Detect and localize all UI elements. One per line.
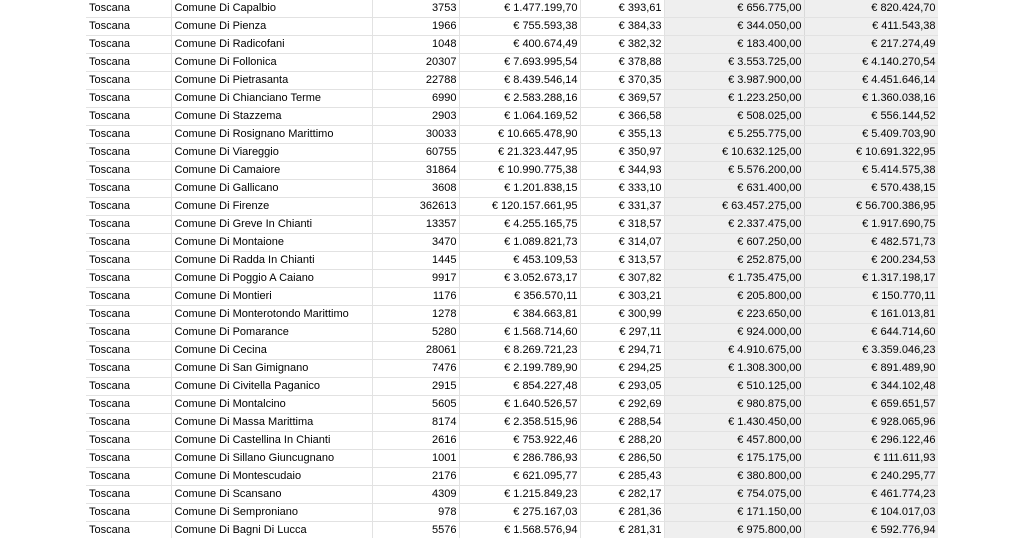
cell-amount-a[interactable]: € 205.800,00 <box>664 288 804 306</box>
cell-amount-b[interactable]: € 4.140.270,54 <box>804 54 938 72</box>
cell-comune[interactable]: Comune Di San Gimignano <box>171 360 372 378</box>
cell-population[interactable]: 22788 <box>372 72 459 90</box>
cell-amount-a[interactable]: € 1.223.250,00 <box>664 90 804 108</box>
cell-comune[interactable]: Comune Di Firenze <box>171 198 372 216</box>
cell-region[interactable]: Toscana <box>86 72 171 90</box>
cell-per-capita[interactable]: € 303,21 <box>580 288 664 306</box>
cell-comune[interactable]: Comune Di Stazzema <box>171 108 372 126</box>
cell-amount-a[interactable]: € 975.800,00 <box>664 522 804 538</box>
cell-amount-b[interactable]: € 482.571,73 <box>804 234 938 252</box>
table-row <box>86 450 938 468</box>
cell-total-amount[interactable]: € 3.052.673,17 <box>459 270 580 288</box>
table-row <box>86 522 938 538</box>
data-table <box>86 0 938 538</box>
table-row <box>86 216 938 234</box>
cell-per-capita[interactable]: € 314,07 <box>580 234 664 252</box>
table-row <box>86 504 938 522</box>
cell-total-amount[interactable]: € 1.089.821,73 <box>459 234 580 252</box>
cell-population[interactable]: 5605 <box>372 396 459 414</box>
cell-per-capita[interactable]: € 286,50 <box>580 450 664 468</box>
cell-region[interactable]: Toscana <box>86 324 171 342</box>
table-row <box>86 108 938 126</box>
cell-total-amount[interactable]: € 1.215.849,23 <box>459 486 580 504</box>
cell-comune[interactable]: Comune Di Montescudaio <box>171 468 372 486</box>
cell-total-amount[interactable]: € 755.593,38 <box>459 18 580 36</box>
cell-region[interactable]: Toscana <box>86 270 171 288</box>
table-row <box>86 378 938 396</box>
cell-amount-a[interactable]: € 631.400,00 <box>664 180 804 198</box>
cell-region[interactable]: Toscana <box>86 216 171 234</box>
cell-population[interactable]: 3608 <box>372 180 459 198</box>
cell-amount-b[interactable]: € 411.543,38 <box>804 18 938 36</box>
table-row <box>86 342 938 360</box>
cell-amount-a[interactable]: € 344.050,00 <box>664 18 804 36</box>
cell-region[interactable]: Toscana <box>86 450 171 468</box>
cell-amount-b[interactable]: € 820.424,70 <box>804 0 938 18</box>
cell-amount-a[interactable]: € 508.025,00 <box>664 108 804 126</box>
cell-per-capita[interactable]: € 285,43 <box>580 468 664 486</box>
cell-amount-b[interactable]: € 56.700.386,95 <box>804 198 938 216</box>
table-row <box>86 468 938 486</box>
table-row <box>86 36 938 54</box>
cell-amount-b[interactable]: € 3.359.046,23 <box>804 342 938 360</box>
cell-comune[interactable]: Comune Di Radicofani <box>171 36 372 54</box>
cell-amount-a[interactable]: € 656.775,00 <box>664 0 804 18</box>
table-row <box>86 396 938 414</box>
cell-total-amount[interactable]: € 21.323.447,95 <box>459 144 580 162</box>
cell-amount-b[interactable]: € 344.102,48 <box>804 378 938 396</box>
cell-region[interactable]: Toscana <box>86 414 171 432</box>
table-row <box>86 90 938 108</box>
cell-region[interactable]: Toscana <box>86 396 171 414</box>
cell-comune[interactable]: Comune Di Cecina <box>171 342 372 360</box>
table-row <box>86 486 938 504</box>
cell-comune[interactable]: Comune Di Greve In Chianti <box>171 216 372 234</box>
cell-per-capita[interactable]: € 307,82 <box>580 270 664 288</box>
table-row <box>86 18 938 36</box>
cell-amount-b[interactable]: € 891.489,90 <box>804 360 938 378</box>
cell-total-amount[interactable]: € 2.358.515,96 <box>459 414 580 432</box>
cell-total-amount[interactable]: € 753.922,46 <box>459 432 580 450</box>
cell-comune[interactable]: Comune Di Rosignano Marittimo <box>171 126 372 144</box>
cell-amount-b[interactable]: € 296.122,46 <box>804 432 938 450</box>
cell-region[interactable]: Toscana <box>86 360 171 378</box>
cell-population[interactable]: 1445 <box>372 252 459 270</box>
cell-region[interactable]: Toscana <box>86 54 171 72</box>
cell-comune[interactable]: Comune Di Monterotondo Marittimo <box>171 306 372 324</box>
cell-region[interactable]: Toscana <box>86 234 171 252</box>
cell-comune[interactable]: Comune Di Pomarance <box>171 324 372 342</box>
cell-per-capita[interactable]: € 288,54 <box>580 414 664 432</box>
cell-total-amount[interactable]: € 4.255.165,75 <box>459 216 580 234</box>
table-row <box>86 72 938 90</box>
table-row <box>86 0 938 18</box>
cell-total-amount[interactable]: € 384.663,81 <box>459 306 580 324</box>
cell-population[interactable]: 2903 <box>372 108 459 126</box>
cell-amount-a[interactable]: € 3.987.900,00 <box>664 72 804 90</box>
cell-region[interactable]: Toscana <box>86 342 171 360</box>
cell-population[interactable]: 1176 <box>372 288 459 306</box>
cell-amount-a[interactable]: € 754.075,00 <box>664 486 804 504</box>
cell-comune[interactable]: Comune Di Camaiore <box>171 162 372 180</box>
cell-amount-b[interactable]: € 150.770,11 <box>804 288 938 306</box>
cell-amount-a[interactable]: € 924.000,00 <box>664 324 804 342</box>
cell-total-amount[interactable]: € 275.167,03 <box>459 504 580 522</box>
cell-amount-b[interactable]: € 5.409.703,90 <box>804 126 938 144</box>
cell-total-amount[interactable]: € 8.269.721,23 <box>459 342 580 360</box>
cell-population[interactable]: 1966 <box>372 18 459 36</box>
spreadsheet <box>86 0 938 538</box>
cell-region[interactable]: Toscana <box>86 108 171 126</box>
cell-amount-b[interactable]: € 461.774,23 <box>804 486 938 504</box>
cell-population[interactable]: 3470 <box>372 234 459 252</box>
table-row <box>86 360 938 378</box>
cell-per-capita[interactable]: € 294,25 <box>580 360 664 378</box>
cell-region[interactable]: Toscana <box>86 522 171 538</box>
cell-per-capita[interactable]: € 297,11 <box>580 324 664 342</box>
cell-population[interactable]: 6990 <box>372 90 459 108</box>
cell-amount-a[interactable]: € 171.150,00 <box>664 504 804 522</box>
cell-per-capita[interactable]: € 318,57 <box>580 216 664 234</box>
cell-comune[interactable]: Comune Di Chianciano Terme <box>171 90 372 108</box>
cell-total-amount[interactable]: € 854.227,48 <box>459 378 580 396</box>
cell-population[interactable]: 1001 <box>372 450 459 468</box>
cell-comune[interactable]: Comune Di Massa Marittima <box>171 414 372 432</box>
cell-region[interactable]: Toscana <box>86 18 171 36</box>
table-row <box>86 144 938 162</box>
cell-comune[interactable]: Comune Di Capalbio <box>171 0 372 18</box>
table-row <box>86 306 938 324</box>
cell-population[interactable]: 9917 <box>372 270 459 288</box>
cell-per-capita[interactable]: € 393,61 <box>580 0 664 18</box>
cell-comune[interactable]: Comune Di Montalcino <box>171 396 372 414</box>
cell-per-capita[interactable]: € 370,35 <box>580 72 664 90</box>
cell-region[interactable]: Toscana <box>86 198 171 216</box>
cell-amount-b[interactable]: € 111.611,93 <box>804 450 938 468</box>
table-row <box>86 54 938 72</box>
cell-population[interactable]: 4309 <box>372 486 459 504</box>
cell-comune[interactable]: Comune Di Castellina In Chianti <box>171 432 372 450</box>
cell-comune[interactable]: Comune Di Montaione <box>171 234 372 252</box>
cell-comune[interactable]: Comune Di Sillano Giuncugnano <box>171 450 372 468</box>
cell-population[interactable]: 30033 <box>372 126 459 144</box>
cell-amount-a[interactable]: € 223.650,00 <box>664 306 804 324</box>
table-row <box>86 234 938 252</box>
cell-total-amount[interactable]: € 8.439.546,14 <box>459 72 580 90</box>
cell-population[interactable]: 60755 <box>372 144 459 162</box>
cell-amount-a[interactable]: € 607.250,00 <box>664 234 804 252</box>
cell-population[interactable]: 20307 <box>372 54 459 72</box>
cell-total-amount[interactable]: € 2.199.789,90 <box>459 360 580 378</box>
cell-population[interactable]: 2616 <box>372 432 459 450</box>
cell-total-amount[interactable]: € 1.568.714,60 <box>459 324 580 342</box>
cell-region[interactable]: Toscana <box>86 90 171 108</box>
cell-population[interactable]: 2915 <box>372 378 459 396</box>
cell-amount-a[interactable]: € 457.800,00 <box>664 432 804 450</box>
cell-amount-b[interactable]: € 200.234,53 <box>804 252 938 270</box>
cell-amount-b[interactable]: € 659.651,57 <box>804 396 938 414</box>
cell-per-capita[interactable]: € 333,10 <box>580 180 664 198</box>
cell-region[interactable]: Toscana <box>86 504 171 522</box>
cell-amount-a[interactable]: € 1.308.300,00 <box>664 360 804 378</box>
cell-amount-b[interactable]: € 556.144,52 <box>804 108 938 126</box>
cell-total-amount[interactable]: € 2.583.288,16 <box>459 90 580 108</box>
cell-region[interactable]: Toscana <box>86 378 171 396</box>
cell-total-amount[interactable]: € 453.109,53 <box>459 252 580 270</box>
cell-amount-b[interactable]: € 1.360.038,16 <box>804 90 938 108</box>
cell-population[interactable]: 978 <box>372 504 459 522</box>
cell-region[interactable]: Toscana <box>86 162 171 180</box>
table-row <box>86 288 938 306</box>
cell-comune[interactable]: Comune Di Follonica <box>171 54 372 72</box>
cell-comune[interactable]: Comune Di Bagni Di Lucca <box>171 522 372 538</box>
cell-amount-a[interactable]: € 4.910.675,00 <box>664 342 804 360</box>
cell-amount-a[interactable]: € 1.735.475,00 <box>664 270 804 288</box>
cell-amount-a[interactable]: € 10.632.125,00 <box>664 144 804 162</box>
table-row <box>86 252 938 270</box>
cell-per-capita[interactable]: € 378,88 <box>580 54 664 72</box>
cell-population[interactable]: 5280 <box>372 324 459 342</box>
cell-per-capita[interactable]: € 331,37 <box>580 198 664 216</box>
cell-amount-a[interactable]: € 5.255.775,00 <box>664 126 804 144</box>
cell-total-amount[interactable]: € 10.665.478,90 <box>459 126 580 144</box>
table-row <box>86 180 938 198</box>
cell-total-amount[interactable]: € 1.477.199,70 <box>459 0 580 18</box>
cell-per-capita[interactable]: € 281,36 <box>580 504 664 522</box>
cell-total-amount[interactable]: € 7.693.995,54 <box>459 54 580 72</box>
cell-population[interactable]: 5576 <box>372 522 459 538</box>
cell-comune[interactable]: Comune Di Semproniano <box>171 504 372 522</box>
cell-amount-b[interactable]: € 240.295,77 <box>804 468 938 486</box>
cell-total-amount[interactable]: € 1.201.838,15 <box>459 180 580 198</box>
cell-per-capita[interactable]: € 382,32 <box>580 36 664 54</box>
cell-per-capita[interactable]: € 384,33 <box>580 18 664 36</box>
cell-amount-a[interactable]: € 3.553.725,00 <box>664 54 804 72</box>
cell-amount-b[interactable]: € 644.714,60 <box>804 324 938 342</box>
cell-comune[interactable]: Comune Di Radda In Chianti <box>171 252 372 270</box>
cell-amount-a[interactable]: € 175.175,00 <box>664 450 804 468</box>
table-row <box>86 324 938 342</box>
cell-amount-a[interactable]: € 2.337.475,00 <box>664 216 804 234</box>
cell-per-capita[interactable]: € 288,20 <box>580 432 664 450</box>
cell-amount-b[interactable]: € 1.917.690,75 <box>804 216 938 234</box>
table-row <box>86 270 938 288</box>
cell-amount-b[interactable]: € 104.017,03 <box>804 504 938 522</box>
cell-total-amount[interactable]: € 1.064.169,52 <box>459 108 580 126</box>
cell-total-amount[interactable]: € 286.786,93 <box>459 450 580 468</box>
cell-region[interactable]: Toscana <box>86 126 171 144</box>
cell-amount-a[interactable]: € 380.800,00 <box>664 468 804 486</box>
cell-amount-b[interactable]: € 10.691.322,95 <box>804 144 938 162</box>
cell-amount-a[interactable]: € 980.875,00 <box>664 396 804 414</box>
cell-total-amount[interactable]: € 621.095,77 <box>459 468 580 486</box>
cell-population[interactable]: 2176 <box>372 468 459 486</box>
cell-total-amount[interactable]: € 356.570,11 <box>459 288 580 306</box>
table-row <box>86 162 938 180</box>
cell-amount-a[interactable]: € 183.400,00 <box>664 36 804 54</box>
cell-amount-b[interactable]: € 592.776,94 <box>804 522 938 538</box>
cell-comune[interactable]: Comune Di Poggio A Caiano <box>171 270 372 288</box>
cell-amount-a[interactable]: € 5.576.200,00 <box>664 162 804 180</box>
cell-comune[interactable]: Comune Di Gallicano <box>171 180 372 198</box>
cell-population[interactable]: 7476 <box>372 360 459 378</box>
cell-per-capita[interactable]: € 293,05 <box>580 378 664 396</box>
cell-amount-b[interactable]: € 161.013,81 <box>804 306 938 324</box>
cell-comune[interactable]: Comune Di Pienza <box>171 18 372 36</box>
cell-population[interactable]: 3753 <box>372 0 459 18</box>
cell-population[interactable]: 362613 <box>372 198 459 216</box>
cell-amount-a[interactable]: € 510.125,00 <box>664 378 804 396</box>
cell-total-amount[interactable]: € 1.640.526,57 <box>459 396 580 414</box>
table-row <box>86 126 938 144</box>
cell-comune[interactable]: Comune Di Civitella Paganico <box>171 378 372 396</box>
cell-amount-a[interactable]: € 1.430.450,00 <box>664 414 804 432</box>
cell-region[interactable]: Toscana <box>86 144 171 162</box>
table-row <box>86 432 938 450</box>
cell-population[interactable]: 1278 <box>372 306 459 324</box>
cell-per-capita[interactable]: € 313,57 <box>580 252 664 270</box>
cell-region[interactable]: Toscana <box>86 36 171 54</box>
cell-region[interactable]: Toscana <box>86 180 171 198</box>
cell-population[interactable]: 8174 <box>372 414 459 432</box>
cell-comune[interactable]: Comune Di Pietrasanta <box>171 72 372 90</box>
cell-per-capita[interactable]: € 355,13 <box>580 126 664 144</box>
cell-total-amount[interactable]: € 1.568.576,94 <box>459 522 580 538</box>
cell-per-capita[interactable]: € 300,99 <box>580 306 664 324</box>
cell-comune[interactable]: Comune Di Viareggio <box>171 144 372 162</box>
cell-region[interactable]: Toscana <box>86 0 171 18</box>
cell-amount-b[interactable]: € 4.451.646,14 <box>804 72 938 90</box>
cell-region[interactable]: Toscana <box>86 306 171 324</box>
cell-per-capita[interactable]: € 292,69 <box>580 396 664 414</box>
cell-per-capita[interactable]: € 281,31 <box>580 522 664 538</box>
cell-population[interactable]: 13357 <box>372 216 459 234</box>
cell-per-capita[interactable]: € 369,57 <box>580 90 664 108</box>
cell-population[interactable]: 1048 <box>372 36 459 54</box>
cell-amount-b[interactable]: € 570.438,15 <box>804 180 938 198</box>
table-row <box>86 198 938 216</box>
cell-region[interactable]: Toscana <box>86 468 171 486</box>
cell-amount-b[interactable]: € 217.274,49 <box>804 36 938 54</box>
cell-region[interactable]: Toscana <box>86 288 171 306</box>
cell-total-amount[interactable]: € 400.674,49 <box>459 36 580 54</box>
cell-per-capita[interactable]: € 282,17 <box>580 486 664 504</box>
cell-amount-b[interactable]: € 928.065,96 <box>804 414 938 432</box>
cell-comune[interactable]: Comune Di Scansano <box>171 486 372 504</box>
cell-per-capita[interactable]: € 350,97 <box>580 144 664 162</box>
cell-per-capita[interactable]: € 294,71 <box>580 342 664 360</box>
cell-comune[interactable]: Comune Di Montieri <box>171 288 372 306</box>
cell-population[interactable]: 31864 <box>372 162 459 180</box>
cell-region[interactable]: Toscana <box>86 252 171 270</box>
cell-amount-b[interactable]: € 5.414.575,38 <box>804 162 938 180</box>
cell-amount-b[interactable]: € 1.317.198,17 <box>804 270 938 288</box>
cell-population[interactable]: 28061 <box>372 342 459 360</box>
cell-region[interactable]: Toscana <box>86 486 171 504</box>
cell-per-capita[interactable]: € 366,58 <box>580 108 664 126</box>
cell-amount-a[interactable]: € 63.457.275,00 <box>664 198 804 216</box>
cell-total-amount[interactable]: € 10.990.775,38 <box>459 162 580 180</box>
cell-region[interactable]: Toscana <box>86 432 171 450</box>
table-body <box>86 0 938 538</box>
cell-total-amount[interactable]: € 120.157.661,95 <box>459 198 580 216</box>
cell-amount-a[interactable]: € 252.875,00 <box>664 252 804 270</box>
table-row <box>86 414 938 432</box>
cell-per-capita[interactable]: € 344,93 <box>580 162 664 180</box>
